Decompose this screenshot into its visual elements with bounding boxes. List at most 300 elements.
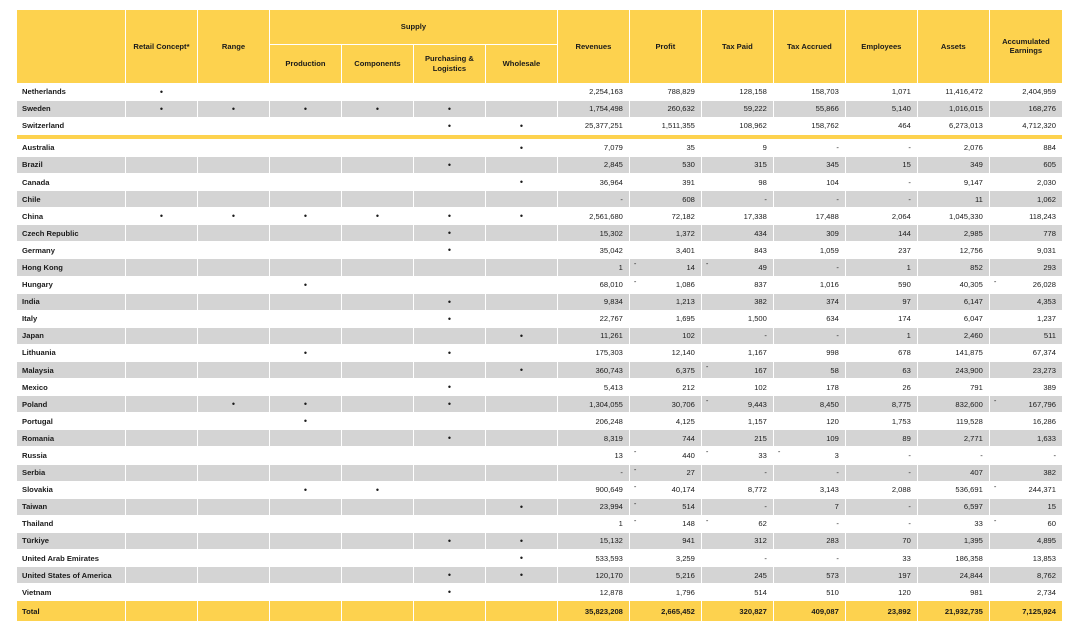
range-mark bbox=[197, 447, 269, 464]
cell-value: 832,600 bbox=[955, 399, 983, 409]
production-mark bbox=[269, 191, 341, 208]
components-mark: • bbox=[341, 481, 413, 498]
cell-value: 70 bbox=[902, 536, 911, 546]
tax-paid-cell bbox=[701, 117, 773, 134]
cell-value: 2,665,452 bbox=[661, 606, 695, 616]
purchasing-logistics-mark: • bbox=[413, 567, 485, 584]
cell-value: 17,488 bbox=[815, 211, 839, 221]
profit-cell bbox=[629, 515, 701, 532]
retail-concept-mark bbox=[126, 532, 198, 549]
components-mark bbox=[341, 550, 413, 567]
purchasing-logistics-mark: • bbox=[413, 293, 485, 310]
country-cell: Total bbox=[17, 601, 126, 622]
cell-value: 68,010 bbox=[599, 280, 623, 290]
purchasing-logistics-mark: • bbox=[413, 117, 485, 134]
cell-value: 6,597 bbox=[963, 502, 983, 512]
cell-value: 168,276 bbox=[1028, 104, 1056, 114]
cell-value: - bbox=[908, 468, 911, 478]
profit-cell bbox=[629, 498, 701, 515]
wholesale-mark bbox=[485, 601, 557, 622]
employees-cell bbox=[845, 225, 917, 242]
table-row bbox=[17, 156, 1063, 173]
cell-value: 389 bbox=[1043, 382, 1056, 392]
components-mark: • bbox=[341, 208, 413, 225]
cell-value: 283 bbox=[826, 536, 839, 546]
cell-value: 186,358 bbox=[955, 553, 983, 563]
tax-paid-cell bbox=[701, 100, 773, 117]
retail-concept-mark bbox=[126, 191, 198, 208]
cell-value: 8,775 bbox=[891, 399, 911, 409]
production-mark: • bbox=[269, 396, 341, 413]
cell-value: 1,016 bbox=[819, 280, 839, 290]
cell-value: - bbox=[836, 468, 839, 478]
accumulated-earnings-cell bbox=[989, 447, 1062, 464]
negative-sign: - bbox=[777, 447, 781, 457]
table-row bbox=[17, 532, 1063, 549]
production-mark bbox=[269, 430, 341, 447]
components-mark bbox=[341, 601, 413, 622]
retail-concept-mark bbox=[126, 225, 198, 242]
cell-value: - bbox=[836, 553, 839, 563]
accumulated-earnings-cell bbox=[989, 156, 1062, 173]
assets-cell bbox=[917, 310, 989, 327]
employees-cell bbox=[845, 362, 917, 379]
range-mark bbox=[197, 310, 269, 327]
accumulated-earnings-cell bbox=[989, 515, 1062, 532]
tax-accrued-cell bbox=[773, 173, 845, 190]
components-mark bbox=[341, 191, 413, 208]
revenues-cell bbox=[557, 139, 629, 156]
cell-value: 63 bbox=[902, 365, 911, 375]
tax-paid-cell bbox=[701, 550, 773, 567]
cell-value: 1,071 bbox=[891, 87, 911, 97]
negative-sign: - bbox=[705, 396, 709, 406]
accumulated-earnings-cell bbox=[989, 430, 1062, 447]
cell-value: 1 bbox=[618, 262, 623, 272]
retail-concept-mark bbox=[126, 327, 198, 344]
cell-value: 7,125,924 bbox=[1022, 606, 1056, 616]
revenues-cell bbox=[557, 464, 629, 481]
employees-cell bbox=[845, 259, 917, 276]
assets-cell bbox=[917, 567, 989, 584]
cell-value: 12,140 bbox=[671, 348, 695, 358]
employees-cell bbox=[845, 276, 917, 293]
production-mark bbox=[269, 550, 341, 567]
cell-value: 360,743 bbox=[595, 365, 623, 375]
components-mark bbox=[341, 83, 413, 100]
cell-value: 1 bbox=[906, 331, 911, 341]
production-mark bbox=[269, 117, 341, 134]
table-row bbox=[17, 100, 1063, 117]
cell-value: 158,703 bbox=[811, 87, 839, 97]
cell-value: 49 bbox=[758, 262, 767, 272]
employees-cell bbox=[845, 191, 917, 208]
tax-paid-cell bbox=[701, 601, 773, 622]
country-cell: United States of America bbox=[17, 567, 126, 584]
tax-paid-cell bbox=[701, 83, 773, 100]
table-row bbox=[17, 464, 1063, 481]
tax-accrued-cell bbox=[773, 276, 845, 293]
cell-value: 1,500 bbox=[747, 314, 767, 324]
tax-accrued-cell bbox=[773, 532, 845, 549]
components-mark bbox=[341, 584, 413, 601]
country-cell: Vietnam bbox=[17, 584, 126, 601]
country-cell: Hong Kong bbox=[17, 259, 126, 276]
tax-paid-cell bbox=[701, 498, 773, 515]
tax-accrued-cell bbox=[773, 567, 845, 584]
employees-cell bbox=[845, 100, 917, 117]
wholesale-mark bbox=[485, 225, 557, 242]
components-mark bbox=[341, 413, 413, 430]
retail-concept-mark bbox=[126, 259, 198, 276]
cell-value: 7,079 bbox=[603, 143, 623, 153]
range-mark bbox=[197, 225, 269, 242]
cell-value: - bbox=[1053, 451, 1056, 461]
components-mark bbox=[341, 225, 413, 242]
revenues-cell bbox=[557, 532, 629, 549]
country-report-table bbox=[17, 10, 1063, 622]
tax-paid-cell bbox=[701, 464, 773, 481]
employees-cell bbox=[845, 310, 917, 327]
negative-sign: - bbox=[633, 464, 637, 474]
accumulated-earnings-cell bbox=[989, 413, 1062, 430]
cell-value: - bbox=[764, 502, 767, 512]
production-mark bbox=[269, 327, 341, 344]
cell-value: 72,182 bbox=[671, 211, 695, 221]
accumulated-earnings-cell bbox=[989, 327, 1062, 344]
production-mark bbox=[269, 242, 341, 259]
production-mark bbox=[269, 567, 341, 584]
tax-paid-cell bbox=[701, 481, 773, 498]
revenues-cell bbox=[557, 173, 629, 190]
assets-cell bbox=[917, 379, 989, 396]
cell-value: 11,416,472 bbox=[945, 87, 983, 97]
table-row bbox=[17, 310, 1063, 327]
assets-cell bbox=[917, 430, 989, 447]
assets-cell bbox=[917, 293, 989, 310]
cell-value: 9,834 bbox=[603, 297, 623, 307]
wholesale-mark bbox=[485, 447, 557, 464]
employees-cell bbox=[845, 117, 917, 134]
country-cell: Poland bbox=[17, 396, 126, 413]
cell-value: 464 bbox=[898, 121, 911, 131]
cell-value: 8,319 bbox=[603, 433, 623, 443]
cell-value: 40,305 bbox=[959, 280, 983, 290]
country-cell: Russia bbox=[17, 447, 126, 464]
accumulated-earnings-cell bbox=[989, 191, 1062, 208]
cell-value: 120 bbox=[898, 587, 911, 597]
revenues-cell bbox=[557, 567, 629, 584]
profit-cell bbox=[629, 293, 701, 310]
table-row bbox=[17, 259, 1063, 276]
negative-sign: - bbox=[993, 396, 997, 406]
tax-accrued-header: Tax Accrued bbox=[773, 10, 845, 83]
assets-cell bbox=[917, 601, 989, 622]
production-mark: • bbox=[269, 481, 341, 498]
purchasing-logistics-mark bbox=[413, 173, 485, 190]
retail-concept-mark bbox=[126, 139, 198, 156]
negative-sign: - bbox=[633, 259, 637, 269]
assets-cell bbox=[917, 464, 989, 481]
purchasing-logistics-mark bbox=[413, 447, 485, 464]
cell-value: 941 bbox=[682, 536, 695, 546]
production-mark: • bbox=[269, 100, 341, 117]
cell-value: 1,372 bbox=[675, 228, 695, 238]
tax-paid-cell bbox=[701, 447, 773, 464]
tax-paid-cell bbox=[701, 396, 773, 413]
cell-value: 315 bbox=[754, 160, 767, 170]
accumulated-earnings-cell bbox=[989, 601, 1062, 622]
retail-concept-mark bbox=[126, 498, 198, 515]
assets-cell bbox=[917, 225, 989, 242]
profit-cell bbox=[629, 173, 701, 190]
employees-header: Employees bbox=[845, 10, 917, 83]
purchasing-logistics-mark: • bbox=[413, 100, 485, 117]
tax-accrued-cell bbox=[773, 464, 845, 481]
purchasing-logistics-mark: • bbox=[413, 310, 485, 327]
range-mark bbox=[197, 430, 269, 447]
tax-accrued-cell bbox=[773, 447, 845, 464]
table-row bbox=[17, 139, 1063, 156]
cell-value: 35,823,208 bbox=[584, 606, 623, 616]
accumulated-earnings-cell bbox=[989, 173, 1062, 190]
range-mark bbox=[197, 567, 269, 584]
cell-value: 206,248 bbox=[595, 416, 623, 426]
profit-cell bbox=[629, 117, 701, 134]
range-mark bbox=[197, 173, 269, 190]
retail-concept-mark bbox=[126, 362, 198, 379]
cell-value: 514 bbox=[754, 587, 767, 597]
cell-value: 33 bbox=[902, 553, 911, 563]
tax-accrued-cell bbox=[773, 362, 845, 379]
production-mark bbox=[269, 498, 341, 515]
components-mark bbox=[341, 344, 413, 361]
table-row bbox=[17, 83, 1063, 100]
cell-value: 2,254,163 bbox=[589, 87, 623, 97]
cell-value: 6,147 bbox=[963, 297, 983, 307]
components-mark bbox=[341, 567, 413, 584]
country-report-table-wrapper bbox=[17, 10, 1063, 622]
cell-value: 608 bbox=[682, 194, 695, 204]
components-mark bbox=[341, 379, 413, 396]
tax-accrued-cell bbox=[773, 117, 845, 134]
wholesale-mark bbox=[485, 413, 557, 430]
wholesale-mark: • bbox=[485, 498, 557, 515]
cell-value: 1,304,055 bbox=[589, 399, 623, 409]
cell-value: 27 bbox=[686, 468, 695, 478]
cell-value: 9,147 bbox=[963, 177, 983, 187]
assets-cell bbox=[917, 532, 989, 549]
cell-value: 573 bbox=[826, 570, 839, 580]
cell-value: 409,087 bbox=[811, 606, 839, 616]
country-cell: Czech Republic bbox=[17, 225, 126, 242]
cell-value: 5,140 bbox=[891, 104, 911, 114]
cell-value: 4,895 bbox=[1036, 536, 1056, 546]
range-mark bbox=[197, 464, 269, 481]
cell-value: 33 bbox=[974, 519, 983, 529]
negative-sign: - bbox=[705, 362, 709, 371]
assets-cell bbox=[917, 447, 989, 464]
cell-value: 237 bbox=[898, 245, 911, 255]
cell-value: 3,143 bbox=[819, 485, 839, 495]
retail-concept-mark bbox=[126, 567, 198, 584]
country-cell: Hungary bbox=[17, 276, 126, 293]
tax-paid-cell bbox=[701, 515, 773, 532]
tax-paid-cell bbox=[701, 567, 773, 584]
cell-value: 14 bbox=[686, 262, 695, 272]
range-mark bbox=[197, 601, 269, 622]
negative-sign: - bbox=[993, 276, 997, 286]
cell-value: 12,878 bbox=[599, 587, 623, 597]
tax-accrued-cell bbox=[773, 327, 845, 344]
range-mark bbox=[197, 117, 269, 134]
wholesale-header: Wholesale bbox=[485, 44, 557, 83]
cell-value: 58 bbox=[830, 365, 839, 375]
purchasing-logistics-mark: • bbox=[413, 156, 485, 173]
retail-concept-mark bbox=[126, 464, 198, 481]
cell-value: 212 bbox=[682, 382, 695, 392]
wholesale-mark bbox=[485, 344, 557, 361]
country-cell: Serbia bbox=[17, 464, 126, 481]
cell-value: 590 bbox=[898, 280, 911, 290]
accumulated-earnings-cell bbox=[989, 464, 1062, 481]
assets-cell bbox=[917, 173, 989, 190]
cell-value: 178 bbox=[826, 382, 839, 392]
profit-cell bbox=[629, 447, 701, 464]
cell-value: 407 bbox=[970, 468, 983, 478]
cell-value: - bbox=[908, 194, 911, 204]
revenues-cell bbox=[557, 430, 629, 447]
components-mark bbox=[341, 430, 413, 447]
cell-value: 1,213 bbox=[675, 297, 695, 307]
cell-value: - bbox=[764, 331, 767, 341]
range-mark: • bbox=[197, 100, 269, 117]
accumulated-earnings-cell bbox=[989, 344, 1062, 361]
cell-value: 837 bbox=[754, 280, 767, 290]
tax-paid-cell bbox=[701, 293, 773, 310]
range-mark bbox=[197, 550, 269, 567]
wholesale-mark bbox=[485, 430, 557, 447]
cell-value: 2,076 bbox=[963, 143, 983, 153]
range-mark bbox=[197, 293, 269, 310]
table-row bbox=[17, 362, 1063, 379]
cell-value: 9 bbox=[762, 143, 767, 153]
retail-concept-header: Retail Concept* bbox=[126, 10, 198, 83]
cell-value: 1,086 bbox=[675, 280, 695, 290]
cell-value: 260,632 bbox=[667, 104, 695, 114]
table-row bbox=[17, 481, 1063, 498]
assets-cell bbox=[917, 413, 989, 430]
country-cell: Chile bbox=[17, 191, 126, 208]
range-mark bbox=[197, 481, 269, 498]
employees-cell bbox=[845, 156, 917, 173]
table-row bbox=[17, 225, 1063, 242]
wholesale-mark: • bbox=[485, 173, 557, 190]
accumulated-earnings-header: Accumulated Earnings bbox=[989, 10, 1062, 83]
cell-value: 15,302 bbox=[599, 228, 623, 238]
accumulated-earnings-cell bbox=[989, 276, 1062, 293]
wholesale-mark bbox=[485, 310, 557, 327]
table-row bbox=[17, 191, 1063, 208]
revenues-header: Revenues bbox=[557, 10, 629, 83]
cell-value: 97 bbox=[902, 297, 911, 307]
negative-sign: - bbox=[633, 481, 637, 491]
components-mark bbox=[341, 117, 413, 134]
cell-value: 1,167 bbox=[747, 348, 767, 358]
retail-concept-mark bbox=[126, 550, 198, 567]
retail-concept-mark bbox=[126, 413, 198, 430]
range-mark bbox=[197, 191, 269, 208]
cell-value: 120 bbox=[826, 416, 839, 426]
revenues-cell bbox=[557, 100, 629, 117]
cell-value: 778 bbox=[1043, 228, 1056, 238]
table-row bbox=[17, 344, 1063, 361]
purchasing-logistics-mark: • bbox=[413, 208, 485, 225]
cell-value: 17,338 bbox=[743, 211, 767, 221]
cell-value: 120,170 bbox=[595, 570, 623, 580]
cell-value: 215 bbox=[754, 433, 767, 443]
cell-value: - bbox=[836, 519, 839, 529]
negative-sign: - bbox=[705, 447, 709, 457]
production-mark bbox=[269, 83, 341, 100]
cell-value: 98 bbox=[758, 177, 767, 187]
purchasing-logistics-mark bbox=[413, 83, 485, 100]
profit-cell bbox=[629, 242, 701, 259]
tax-paid-cell bbox=[701, 225, 773, 242]
purchasing-logistics-mark bbox=[413, 327, 485, 344]
wholesale-mark bbox=[485, 293, 557, 310]
negative-sign: - bbox=[705, 259, 709, 269]
tax-paid-cell bbox=[701, 362, 773, 379]
accumulated-earnings-cell bbox=[989, 362, 1062, 379]
production-mark bbox=[269, 310, 341, 327]
cell-value: 33 bbox=[758, 451, 767, 461]
cell-value: 374 bbox=[826, 297, 839, 307]
cell-value: 1,796 bbox=[675, 587, 695, 597]
assets-cell bbox=[917, 242, 989, 259]
employees-cell bbox=[845, 481, 917, 498]
cell-value: 2,460 bbox=[963, 331, 983, 341]
purchasing-logistics-mark bbox=[413, 498, 485, 515]
table-row bbox=[17, 242, 1063, 259]
table-row bbox=[17, 327, 1063, 344]
retail-concept-mark bbox=[126, 601, 198, 622]
accumulated-earnings-cell bbox=[989, 584, 1062, 601]
employees-cell bbox=[845, 447, 917, 464]
cell-value: - bbox=[764, 553, 767, 563]
range-mark bbox=[197, 259, 269, 276]
table-row bbox=[17, 601, 1063, 622]
employees-cell bbox=[845, 139, 917, 156]
cell-value: 605 bbox=[1043, 160, 1056, 170]
country-cell: Germany bbox=[17, 242, 126, 259]
profit-cell bbox=[629, 139, 701, 156]
table-row bbox=[17, 515, 1063, 532]
purchasing-logistics-mark: • bbox=[413, 396, 485, 413]
cell-value: 167 bbox=[754, 365, 767, 375]
cell-value: 13,853 bbox=[1032, 553, 1056, 563]
revenues-cell bbox=[557, 396, 629, 413]
cell-value: 243,900 bbox=[955, 365, 983, 375]
range-mark bbox=[197, 532, 269, 549]
accumulated-earnings-cell bbox=[989, 567, 1062, 584]
production-mark bbox=[269, 584, 341, 601]
country-cell: Romania bbox=[17, 430, 126, 447]
cell-value: 15 bbox=[1047, 502, 1056, 512]
tax-accrued-cell bbox=[773, 584, 845, 601]
cell-value: 30,706 bbox=[671, 399, 695, 409]
employees-cell bbox=[845, 83, 917, 100]
